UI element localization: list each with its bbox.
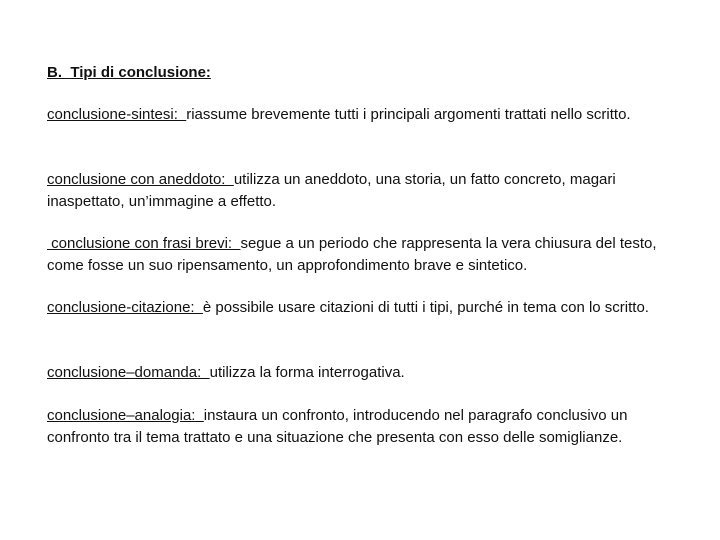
entry-conclusione-citazione (47, 297, 679, 319)
entry-conclusione-domanda (47, 362, 679, 384)
entry-term: conclusione–analogia: (47, 407, 204, 424)
entry-text: è possibile usare citazioni di tutti i tipi, purché in tema con lo scritto. (202, 299, 649, 316)
entry-term: conclusione con aneddoto: (47, 171, 234, 188)
entry-conclusione-analogia (47, 405, 679, 449)
entry-conclusione-aneddoto (47, 169, 679, 213)
entry-term: conclusione-sintesi: (47, 106, 187, 123)
entry-text: utilizza un aneddoto, una storia, un fatto concreto, magari inaspettato, un’immagine a effetto. (47, 171, 616, 210)
entry-conclusione-frasi-brevi (47, 233, 679, 277)
entry-text: segue a un periodo che rappresenta la vera chiusura del testo, come fosse un suo ripensamento, un approfondimento brave e sintetico. (47, 235, 657, 274)
entry-text: utilizza la forma interrogativa. (209, 364, 405, 381)
entry-text: riassume brevemente tutti i principali argomenti trattati nello scritto. (186, 106, 631, 123)
entry-term: conclusione con frasi brevi: (47, 235, 241, 252)
entry-text: instaura un confronto, introducendo nel paragrafo conclusivo un confronto tra il tema trattato e una situazione che presenta con esso delle somiglianze. (47, 407, 628, 446)
entry-conclusione-sintesi (47, 104, 679, 126)
entry-term: conclusione–domanda: (47, 364, 210, 381)
section-heading: B. Tipi di conclusione: (47, 64, 211, 81)
entry-term: conclusione-citazione: (47, 299, 203, 316)
